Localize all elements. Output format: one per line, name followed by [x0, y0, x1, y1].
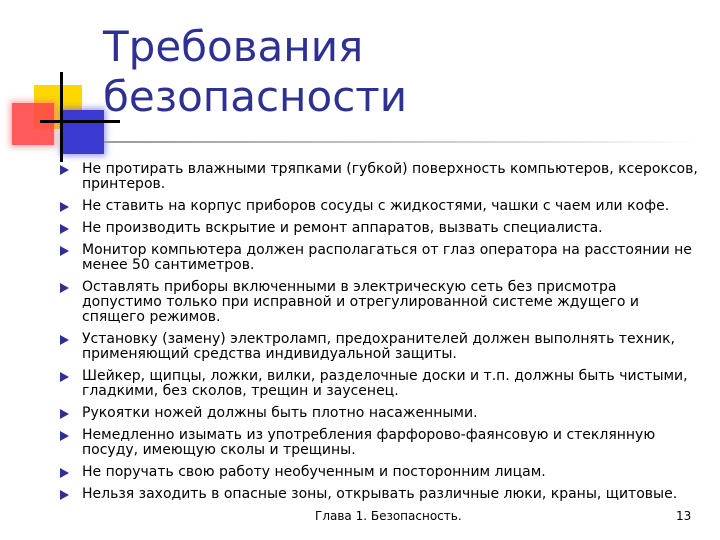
- bullet-item: [60, 487, 700, 502]
- bullet-text: Не протирать влажными тряпками (губкой) поверхность компьютеров, ксероксов, принтеров.: [82, 161, 698, 192]
- bullet-text: Не ставить на корпус приборов сосуды с жидкостями, чашки с чаем или кофе.: [82, 198, 670, 214]
- bullet-text: Не производить вскрытие и ремонт аппаратов, вызвать специалиста.: [82, 220, 603, 236]
- triangle-bullet-icon: [60, 409, 69, 419]
- bullet-item: [60, 428, 700, 458]
- bullet-text: Установку (замену) электроламп, предохранителей должен выполнять техник, применяющий средства индивидуальной защиты.: [82, 331, 676, 362]
- bullet-text: Шейкер, щипцы, ложки, вилки, разделочные доски и т.п. должны быть чистыми, гладкими, без сколов, трещин и заусенец.: [82, 368, 688, 399]
- page-number: 13: [676, 509, 692, 523]
- bullet-item: [60, 199, 700, 214]
- bullet-item: [60, 243, 700, 273]
- decor-blue-square: [62, 110, 104, 154]
- triangle-bullet-icon: [60, 372, 69, 382]
- triangle-bullet-icon: [60, 246, 69, 256]
- decor-red-square: [12, 103, 54, 145]
- bullet-item: [60, 406, 700, 421]
- triangle-bullet-icon: [60, 431, 69, 441]
- bullet-item: [60, 369, 700, 399]
- bullet-item: [60, 221, 700, 236]
- triangle-bullet-icon: [60, 165, 69, 175]
- slide-title: [103, 22, 407, 122]
- bullet-text: Нельзя заходить в опасные зоны, открывать различные люки, краны, щитовые.: [82, 486, 678, 502]
- slide-title-line-2: безопасности: [103, 72, 408, 121]
- title-underline-rule: [104, 141, 700, 143]
- triangle-bullet-icon: [60, 202, 69, 212]
- bullet-text: Не поручать свою работу необученным и посторонним лицам.: [82, 464, 546, 480]
- bullet-text: Оставлять приборы включенными в электрическую сеть без присмотра допустимо только при исправной и отрегулированной системе ждущего и спящего режимов.: [82, 279, 640, 325]
- triangle-bullet-icon: [60, 224, 69, 234]
- slide-title-line-1: Требования: [103, 22, 364, 71]
- decor-vertical-line: [60, 72, 63, 162]
- triangle-bullet-icon: [60, 335, 69, 345]
- slide-footer: Глава 1. Безопасность.: [315, 509, 462, 523]
- bullet-text: Рукоятки ножей должны быть плотно насаженными.: [82, 405, 478, 421]
- triangle-bullet-icon: [60, 490, 69, 500]
- bullet-item: [60, 465, 700, 480]
- bullet-item: [60, 280, 700, 325]
- triangle-bullet-icon: [60, 468, 69, 478]
- bullet-item: [60, 162, 700, 192]
- triangle-bullet-icon: [60, 283, 69, 293]
- bullet-text: Монитор компьютера должен располагаться от глаз оператора на расстоянии не менее 50 сантиметров.: [82, 242, 692, 273]
- bullet-text: Немедленно изымать из употребления фарфорово-фаянсовую и стеклянную посуду, имеющую сколы и трещины.: [82, 427, 656, 458]
- bullet-item: [60, 332, 700, 362]
- bullet-list: [60, 162, 700, 509]
